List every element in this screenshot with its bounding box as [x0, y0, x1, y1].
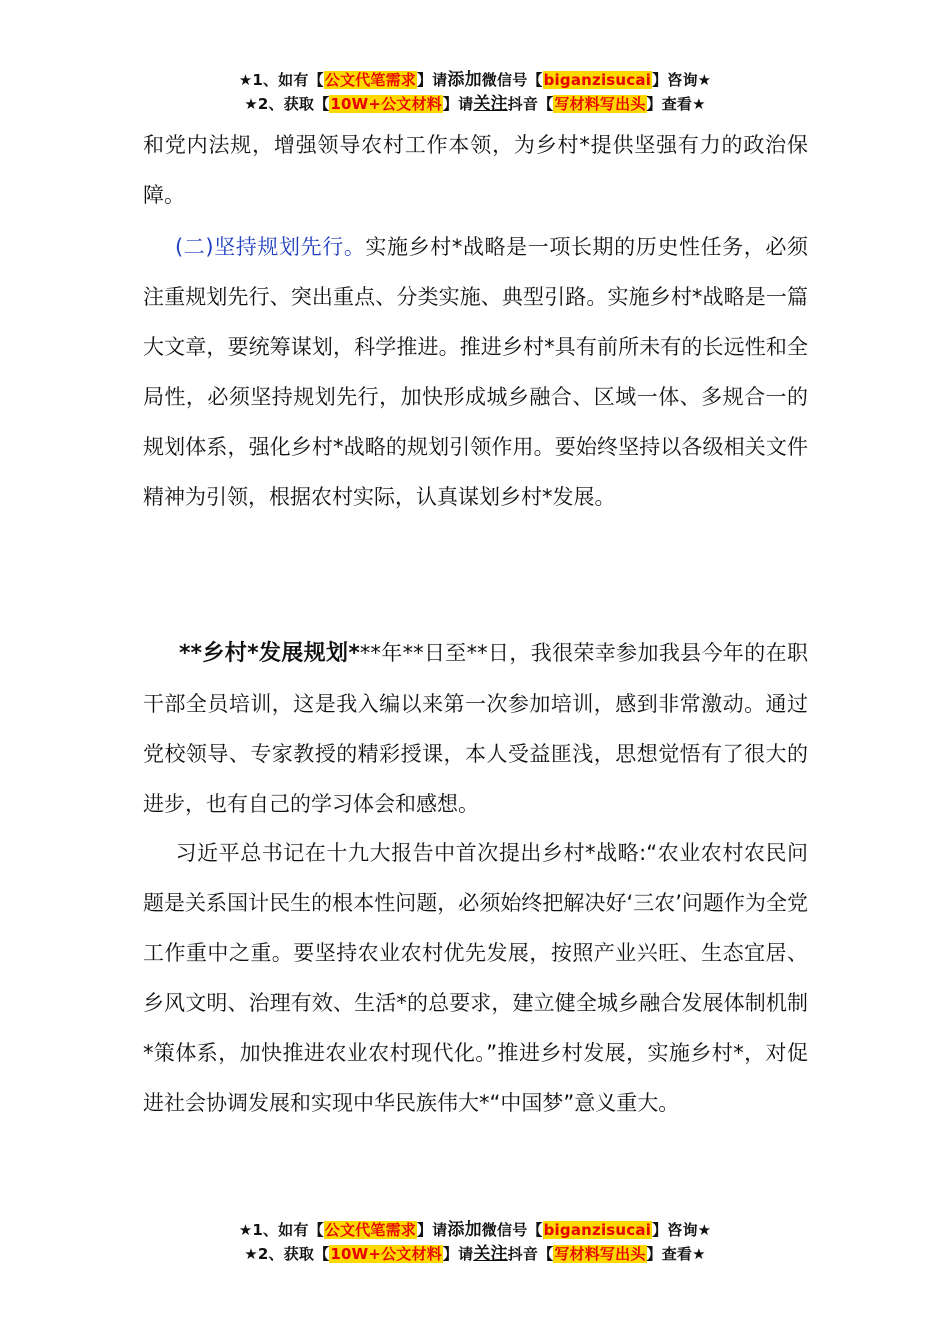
notice-text: 】咨询★: [652, 71, 712, 89]
article-title: **乡村*发展规划*: [179, 641, 360, 666]
paragraph-text: 习近平总书记在十九大报告中首次提出乡村*战略:“农业农村农民问题是关系国计民生的根本性问题，必须始终把解决好‘三农’问题作为全党工作重中之重。要坚持农业农村优先发展，按照产业兴旺、生态宜居、乡风文明、治理有效、生活*的总要求，建立健全城乡融合发展体制机制*策体系，加快推进农业农村现代化。”推进乡村发展，实施乡村*，对促进社会协调发展和实现中华民族伟大*“中国梦”意义重大。: [143, 841, 808, 1115]
notice-text: 】请: [442, 95, 474, 113]
paragraph-text: **年**日至**日，我很荣幸参加我县今年的在职干部全员培训，这是我入编以来第一次参加培训，感到非常激动。通过党校领导、专家教授的精彩授课，本人受益匪浅，思想觉悟有了很大的进步，也有自己的学习体会和感想。: [143, 641, 808, 816]
notice-text: 】查看★: [646, 95, 706, 113]
notice-highlight: 10W+公文材料: [330, 1245, 442, 1263]
footer-notice-banner: [0, 1218, 950, 1266]
notice-text: ★2、获取【: [244, 1245, 330, 1263]
notice-text: 】请: [416, 71, 448, 89]
douyin-account-highlight: 写材料写出头: [554, 1245, 646, 1263]
notice-text: 】咨询★: [652, 1221, 712, 1239]
notice-text: 抖音【: [507, 95, 554, 113]
paragraph-text: 实施乡村*战略是一项长期的历史性任务，必须注重规划先行、突出重点、分类实施、典型引路。实施乡村*战略是一篇大文章，要统筹谋划，科学推进。推进乡村*具有前所未有的长远性和全局性，必须坚持规划先行，加快形成城乡融合、区域一体、多规合一的规划体系，强化乡村*战略的规划引领作用。要始终坚持以各级相关文件精神为引领，根据农村实际，认真谋划乡村*发展。: [143, 235, 808, 509]
notice-text: 】请: [416, 1221, 448, 1239]
notice-emphasis: 添加: [447, 1220, 482, 1240]
douyin-account-highlight: 写材料写出头: [554, 95, 646, 113]
notice-text: 抖音【: [507, 1245, 554, 1263]
paragraph-strategy-quote: [143, 828, 808, 1128]
notice-line-1: [0, 68, 950, 92]
notice-text: ★2、获取【: [244, 95, 330, 113]
wechat-id-highlight: biganzisucai: [543, 71, 652, 89]
notice-highlight: 公文代笔需求: [324, 71, 416, 89]
wechat-id-highlight: biganzisucai: [543, 1221, 652, 1239]
notice-text: ★1、如有【: [238, 1221, 324, 1239]
notice-emphasis: 关注: [473, 94, 508, 114]
notice-text: 】请: [442, 1245, 474, 1263]
notice-line-1: [0, 1218, 950, 1242]
notice-text: 微信号【: [481, 1221, 543, 1239]
notice-emphasis: 添加: [447, 70, 482, 90]
notice-text: ★1、如有【: [238, 71, 324, 89]
notice-line-2: [0, 1242, 950, 1266]
section-heading: (二)坚持规划先行。: [175, 235, 366, 259]
notice-highlight: 公文代笔需求: [324, 1221, 416, 1239]
header-notice-banner: [0, 68, 950, 116]
notice-emphasis: 关注: [473, 1244, 508, 1264]
notice-text: 】查看★: [646, 1245, 706, 1263]
paragraph-training: [143, 628, 808, 829]
notice-text: 微信号【: [481, 71, 543, 89]
paragraph-planning: [143, 222, 808, 522]
notice-line-2: [0, 92, 950, 116]
paragraph-continuation: 和党内法规，增强领导农村工作本领，为乡村*提供坚强有力的政治保障。: [143, 133, 808, 207]
notice-highlight: 10W+公文材料: [330, 95, 442, 113]
